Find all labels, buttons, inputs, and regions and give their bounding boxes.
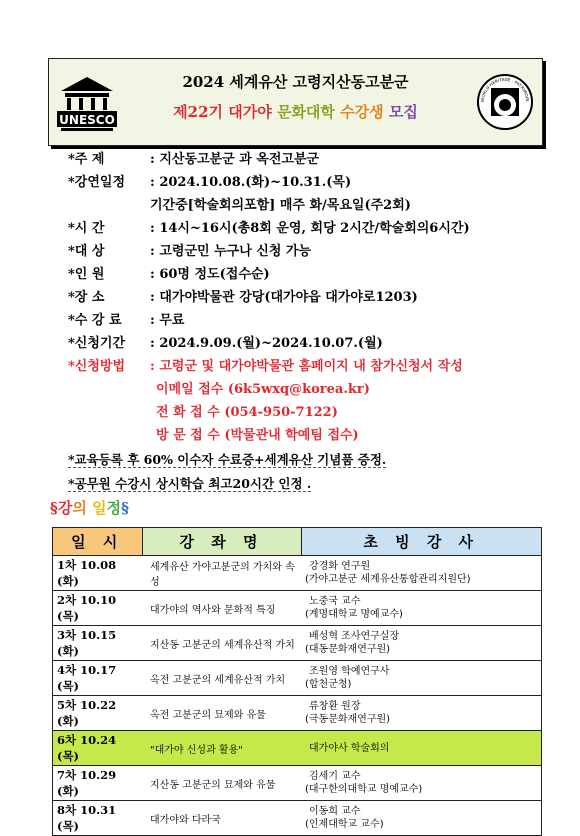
apply-email-row — [68, 378, 568, 401]
lecturer-name: 배성혁 조사연구실장 — [309, 631, 400, 642]
subtitle-daegaya: 대가야 — [228, 103, 272, 121]
info-value: : 2024.10.08.(화)~10.31.(목) — [150, 175, 352, 190]
info-value: : 60명 정도(접수순) — [150, 267, 270, 282]
lecturer-name: 김세기 교수 — [309, 771, 361, 782]
row-lecture: "대가야 신성과 활용" — [142, 731, 301, 766]
schedule-heading-mark: § — [50, 499, 58, 517]
info-label: *수 강 료 — [68, 313, 122, 328]
table-row — [53, 591, 542, 626]
row-lecture: 지산동 고분군의 묘제와 유물 — [142, 766, 301, 801]
apply-phone: 전 화 접 수 (054-950-7122) — [156, 405, 338, 420]
row-lecturer — [301, 801, 542, 836]
apply-email: 이메일 접수 (6k5wxq@korea.kr) — [156, 382, 370, 397]
row-date: 2차 10.10 (목) — [53, 591, 143, 626]
page-title — [129, 71, 462, 92]
info-value: : 무료 — [150, 313, 185, 328]
lecturer-name: 조원영 학예연구사 — [309, 666, 390, 677]
lecturer-name: 이동희 교수 — [309, 806, 361, 817]
lecturer-affiliation: (대구한의대학교 명예교수) — [305, 784, 423, 795]
info-value: : 14시~16시(총8회 운영, 회당 2시간/학술회의6시간) — [150, 221, 470, 236]
table-row — [53, 696, 542, 731]
info-row — [68, 240, 568, 263]
lecturer-affiliation: (가야고분군 세계유산통합관리지원단) — [305, 574, 471, 585]
lecturer-name: 강경화 연구원 — [309, 561, 371, 572]
subtitle-recruit: 모집 — [388, 103, 418, 121]
schedule-heading-mark: § — [121, 499, 129, 517]
header-banner — [48, 58, 543, 146]
row-date: 5차 10.22 (화) — [53, 696, 143, 731]
info-row — [68, 148, 568, 171]
table-row — [53, 626, 542, 661]
row-lecturer — [301, 556, 542, 591]
header-datetime: 일 시 — [53, 528, 143, 556]
page-subtitle — [129, 101, 462, 122]
notice-training-hours — [68, 474, 311, 492]
info-row — [68, 194, 568, 217]
table-row — [53, 556, 542, 591]
info-label: *대 상 — [68, 244, 105, 259]
info-value: : 고령군민 누구나 신청 가능 — [150, 244, 312, 259]
row-date: 3차 10.15 (화) — [53, 626, 143, 661]
world-heritage-emblem — [476, 73, 534, 131]
row-lecturer — [301, 626, 542, 661]
apply-visit-row — [68, 424, 568, 447]
row-date: 4차 10.17 (목) — [53, 661, 143, 696]
row-lecture: 옥전 고분군의 묘제와 유물 — [142, 696, 301, 731]
lecturer-affiliation: (극동문화재연구원) — [305, 714, 391, 725]
info-row — [68, 171, 568, 194]
row-lecturer — [301, 661, 542, 696]
lecturer-name: 노중국 교수 — [309, 596, 361, 607]
info-label: *신청기간 — [68, 336, 126, 351]
notice-text: *교육등록 후 60% 이수자 수료증+세계유산 기념품 증정. — [68, 452, 387, 467]
schedule-header-row — [53, 528, 542, 556]
info-row — [68, 286, 568, 309]
header-lecture: 강 좌 명 — [142, 528, 301, 556]
info-section — [68, 148, 568, 447]
schedule-heading-char: 일 — [92, 499, 107, 517]
title-heritage: 세계유산 — [229, 73, 288, 91]
title-year: 2024 — [182, 73, 225, 91]
subtitle-college: 문화대학 — [276, 103, 335, 121]
info-row — [68, 332, 568, 355]
row-date: 8차 10.31 (목) — [53, 801, 143, 836]
header-lecturer: 초 빙 강 사 — [301, 528, 542, 556]
lecturer-name: 류창환 원장 — [309, 701, 361, 712]
table-row — [53, 661, 542, 696]
apply-visit: 방 문 접 수 (박물관내 학예팀 접수) — [156, 428, 359, 443]
row-lecture: 대가야와 다라국 — [142, 801, 301, 836]
whc-emblem-text: WORLD HERITAGE · PATRIMOIN — [479, 76, 531, 103]
subtitle-term: 제22기 — [173, 103, 223, 121]
apply-phone-row — [68, 401, 568, 424]
row-lecturer — [301, 766, 542, 801]
row-lecture: 대가야의 역사와 문화적 특징 — [142, 591, 301, 626]
schedule-table — [52, 527, 542, 836]
info-value: 기간중[학술회의포함] 매주 화/목요일(주2회) — [150, 198, 411, 213]
info-label: *주 제 — [68, 152, 105, 167]
unesco-logo-text: UNESCO — [59, 113, 115, 127]
row-lecturer — [301, 591, 542, 626]
info-value: : 2024.9.09.(월)~2024.10.07.(월) — [150, 336, 383, 351]
apply-method-homepage: : 고령군 및 대가야박물관 홈페이지 내 참가신청서 작성 — [150, 359, 463, 374]
apply-method-row — [68, 355, 568, 378]
lecturer-affiliation: (인제대학교 교수) — [305, 819, 384, 830]
notice-certificate — [68, 450, 386, 468]
table-row — [53, 801, 542, 836]
title-site: 고령지산동고분군 — [292, 73, 409, 91]
table-row — [53, 766, 542, 801]
info-row — [68, 263, 568, 286]
info-value: : 대가야박물관 강당(대가야읍 대가야로1203) — [150, 290, 418, 305]
schedule-heading — [50, 497, 129, 518]
notice-text: *공무원 수강시 상시학습 최고20시간 인정 . — [68, 476, 312, 491]
lecturer-affiliation: (합천군청) — [305, 679, 352, 690]
info-value: : 지산동고분군 과 옥전고분군 — [150, 152, 320, 167]
info-row — [68, 309, 568, 332]
info-label: *강연일정 — [68, 175, 126, 190]
lecturer-affiliation: (대동문화재연구원) — [305, 644, 391, 655]
schedule-heading-char: 강 — [57, 499, 73, 517]
schedule-heading-char: 의 — [72, 499, 87, 517]
info-label: *시 간 — [68, 221, 105, 236]
row-date: 6차 10.24 (목) — [53, 731, 143, 766]
table-row-highlighted — [53, 731, 542, 766]
lecturer-affiliation: (계명대학교 명예교수) — [305, 609, 403, 620]
info-row — [68, 217, 568, 240]
row-lecture: 지산동 고분군의 세계유산적 가치 — [142, 626, 301, 661]
row-date: 1차 10.08 (화) — [53, 556, 143, 591]
row-lecture: 세계유산 가야고분군의 가치와 속성 — [142, 556, 301, 591]
subtitle-students: 수강생 — [340, 103, 384, 121]
row-date: 7차 10.29 (화) — [53, 766, 143, 801]
apply-method-label: *신청방법 — [68, 359, 126, 374]
info-label: *장 소 — [68, 290, 105, 305]
info-label: *인 원 — [68, 267, 105, 282]
row-lecture: 옥전 고분군의 세계유산적 가치 — [142, 661, 301, 696]
unesco-logo — [57, 75, 117, 131]
schedule-heading-char: 정 — [106, 499, 122, 517]
row-lecturer — [301, 731, 542, 766]
lecturer-name: 대가야사 학술회의 — [309, 742, 390, 754]
row-lecturer — [301, 696, 542, 731]
